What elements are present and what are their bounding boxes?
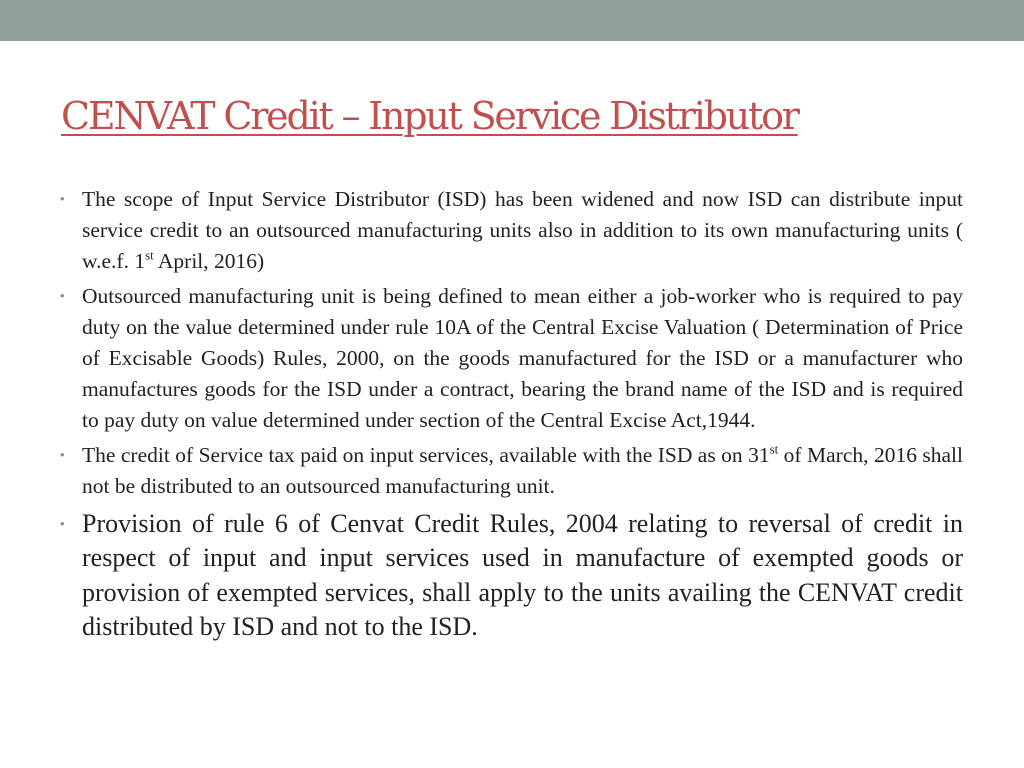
bullet-item-rule-6 [60,507,963,644]
ordinal-suffix: st [145,248,154,263]
bullet-text: Provision of rule 6 of Cenvat Credit Rules, 2004 relating to reversal of credit in respect of input and input services used in manufacture of exempted goods or provision of exempted services, shall apply to the units availing the CENVAT credit distributed by ISD and not to the ISD. [82,508,963,641]
bullet-text: The credit of Service tax paid on input services, available with the ISD as on 31 [82,443,770,468]
bullet-text: The scope of Input Service Distributor (ISD) has been widened and now ISD can distribute input service credit to an outsourced manufacturing units also in addition to its own manufacturing units ( w.e.f. 1 [82,187,963,273]
bullet-item-outsourced-unit [60,281,963,435]
bullet-dot-icon: • [60,447,65,463]
bullet-text-cont: April, 2016) [153,248,265,273]
bullet-dot-icon: • [60,288,65,304]
bullet-dot-icon: • [60,515,65,531]
bullet-text: Outsourced manufacturing unit is being defined to mean either a job-worker who is required to pay duty on the value determined under rule 10A of the Central Excise Valuation ( Determination of Price of Excisable Goods) Rules, 2000, on the goods manufactured for the ISD or a manufacturer who manufactures goods for the ISD under a contract, bearing the brand name of the ISD and is required to pay duty on value determined under section of the Central Excise Act,1944. [82,284,963,432]
bullet-item-isd-scope [60,184,963,276]
ordinal-suffix: st [769,443,779,457]
bullet-dot-icon: • [60,191,65,206]
bullet-list [60,184,963,644]
bullet-text-cont: of March, 2016 shall not be distributed to an outsourced manufacturing unit. [82,443,963,499]
bullet-item-service-tax-credit [60,440,963,502]
slide-title: CENVAT Credit – Input Service Distributor [61,94,798,138]
top-decorative-bar [0,0,1024,41]
